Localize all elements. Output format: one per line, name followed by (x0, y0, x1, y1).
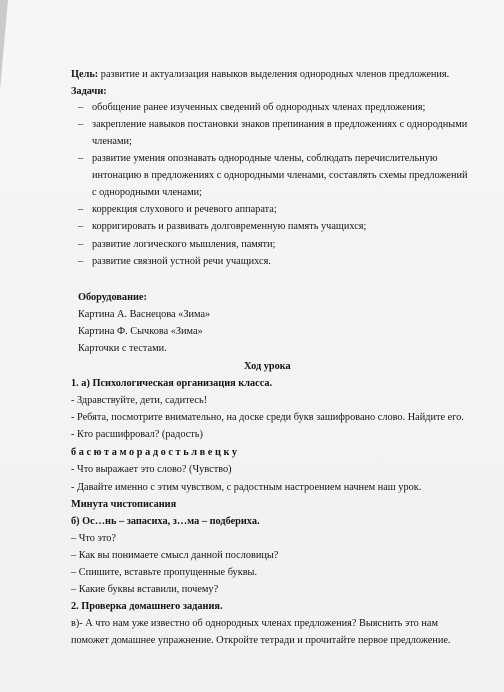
task-item: с однородными членами; (92, 187, 203, 198)
scan-shadow (0, 0, 8, 90)
task-item: коррекция слухового и речевого аппарата; (92, 204, 277, 215)
goal-text: развитие и актуализация навыков выделения однородных членов предложения. (98, 69, 450, 80)
lesson-line: – Что это? (71, 533, 117, 544)
lesson-line: – Как вы понимаете смысл данной пословицы? (71, 550, 279, 561)
section-2-title: 2. Проверка домашнего задания. (71, 601, 223, 612)
goal-line (71, 68, 449, 81)
task-bullet: – (78, 239, 84, 250)
lesson-line: – Спишите, вставьте пропущенные буквы. (71, 567, 258, 578)
equipment-label: Оборудование: (78, 292, 147, 303)
task-item: развитие связной устной речи учащихся. (92, 256, 271, 267)
equipment-item: Карточки с тестами. (78, 343, 167, 354)
lesson-line: - Кто расшифровал? (радость) (71, 429, 203, 440)
minute-title: Минута чистописания (71, 499, 177, 510)
task-bullet: – (78, 153, 84, 164)
lesson-line: поможет домашнее упражнение. Откройте тетради и прочитайте первое предложение. (71, 635, 451, 646)
task-item: корригировать и развивать долговременную память учащихся; (92, 221, 367, 232)
equipment-item: Картина А. Васнецова «Зима» (78, 309, 211, 320)
goal-label: Цель: (71, 69, 99, 80)
task-bullet: – (78, 119, 84, 130)
lesson-line: – Какие буквы вставили, почему? (71, 584, 219, 595)
task-bullet: – (78, 102, 84, 113)
equipment-item: Картина Ф. Сычкова «Зима» (78, 326, 203, 337)
lesson-line: - Здравствуйте, дети, садитесь! (71, 395, 208, 406)
lesson-line: - Ребята, посмотрите внимательно, на доске среди букв зашифровано слово. Найдите его. (71, 412, 464, 423)
lesson-line: - Что выражает это слово? (Чувство) (71, 464, 232, 475)
task-item: закрепление навыков постановки знаков препинания в предложениях с однородными (92, 119, 468, 130)
lesson-title: Ход урока (244, 361, 291, 372)
task-item: интонацию в предложениях с однородными членами, составлять схемы предложений (92, 170, 468, 181)
proverb: б) Ос…нь – запасиха, з…ма – подбериха. (71, 516, 260, 527)
cipher-letters: басютаморадостьлвецку (71, 447, 240, 458)
lesson-line: в)- А что нам уже известно об однородных членах предложения? Выяснить это нам (71, 618, 438, 629)
task-bullet: – (78, 221, 84, 232)
task-item: развитие умения опознавать однородные члены, соблюдать перечислительную (92, 153, 438, 164)
section-1-title: 1. а) Психологическая организация класса. (71, 378, 273, 389)
tasks-label: Задачи: (71, 86, 107, 97)
task-bullet: – (78, 256, 84, 267)
task-item: развитие логического мышления, памяти; (92, 239, 276, 250)
task-bullet: – (78, 204, 84, 215)
lesson-line: - Давайте именно с этим чувством, с радостным настроением начнем наш урок. (71, 482, 422, 493)
task-item: членами; (92, 136, 132, 147)
task-item: обобщение ранее изученных сведений об однородных членах предложения; (92, 102, 426, 113)
